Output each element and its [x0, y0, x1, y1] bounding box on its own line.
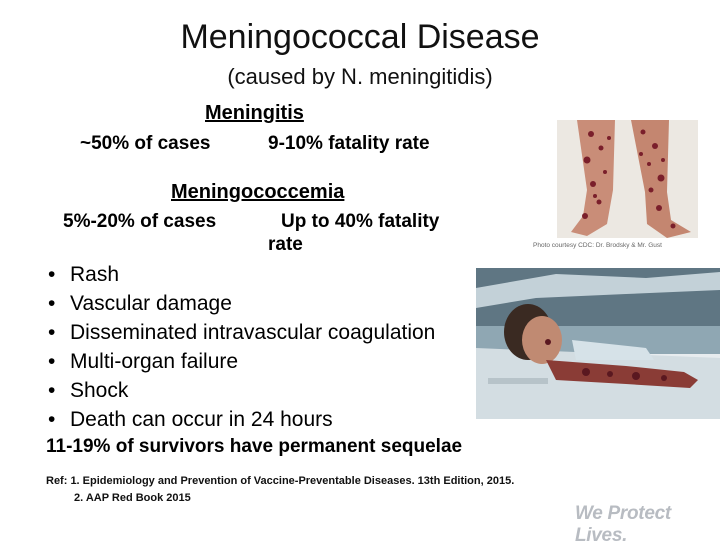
meningococcemia-fatality-line2: rate	[268, 234, 303, 255]
slide-title: Meningococcal Disease	[180, 18, 540, 56]
brand-tagline: We Protect Lives.	[575, 503, 671, 546]
meningitis-cases: ~50% of cases	[80, 133, 211, 154]
symptom-item: • Vascular damage	[48, 289, 435, 318]
symptom-list	[48, 260, 435, 434]
symptom-item: • Multi-organ failure	[48, 347, 435, 376]
references	[46, 473, 514, 507]
rash-legs-image	[557, 120, 698, 238]
rash-legs-photo	[557, 120, 698, 238]
hospital-child-image	[476, 268, 720, 419]
reference-line-1: Ref: 1. Epidemiology and Prevention of Vaccine-Preventable Diseases. 13th Edition, 2015.	[46, 475, 515, 487]
photo-credit: Photo courtesy CDC: Dr. Brodsky & Mr. Gust	[533, 242, 662, 249]
symptom-item: • Death can occur in 24 hours	[48, 405, 435, 434]
symptom-item: • Disseminated intravascular coagulation	[48, 318, 435, 347]
symptom-item: • Rash	[48, 260, 435, 289]
slide-subtitle: (caused by N. meningitidis)	[227, 64, 493, 89]
meningitis-fatality: 9-10% fatality rate	[268, 133, 430, 154]
survivors-sequelae: 11-19% of survivors have permanent sequelae	[46, 436, 463, 457]
meningococcemia-heading: Meningococcemia	[171, 181, 345, 203]
meningococcemia-cases: 5%-20% of cases	[63, 211, 217, 232]
hospital-child-photo	[476, 268, 720, 419]
reference-line-2: 2. AAP Red Book 2015	[74, 492, 191, 504]
meningitis-heading: Meningitis	[205, 102, 304, 124]
meningococcemia-fatality-line1: Up to 40% fatality	[281, 211, 440, 232]
symptom-item: • Shock	[48, 376, 435, 405]
